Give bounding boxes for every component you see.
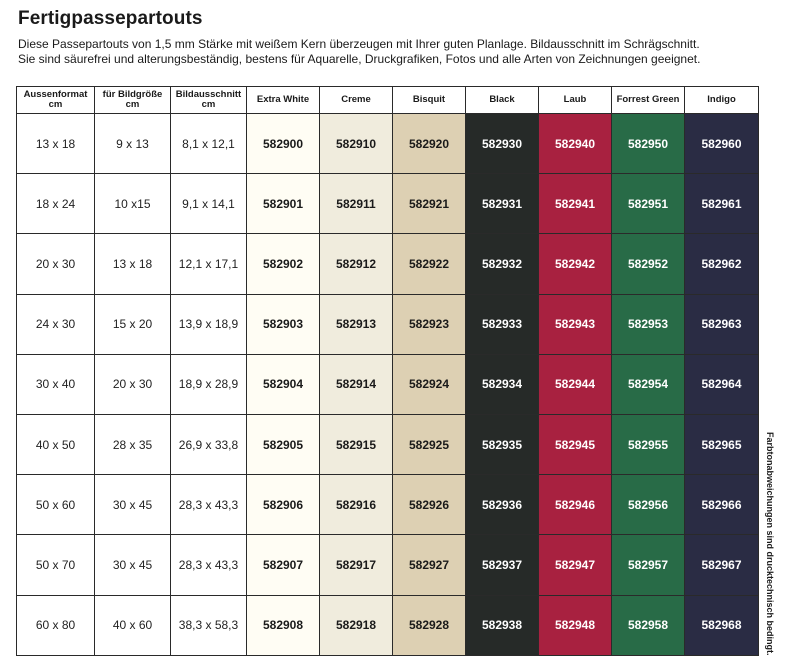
header-color-laub: Laub	[539, 87, 612, 114]
cell-article-number: 582950	[612, 114, 685, 174]
cell-article-number: 582922	[393, 234, 466, 294]
color-deviation-note: Farbtonabweichungen sind drucktechnisch bedingt.	[765, 432, 775, 656]
cell-article-number: 582947	[539, 535, 612, 595]
header-color-extra-white: Extra White	[247, 87, 320, 114]
table-row	[17, 414, 759, 474]
cell-article-number: 582903	[247, 294, 320, 354]
header-picture-label: für Bildgröße	[102, 89, 163, 100]
cell-cutout: 9,1 x 14,1	[171, 174, 247, 234]
cell-picture-size: 13 x 18	[95, 234, 171, 294]
cell-cutout: 28,3 x 43,3	[171, 535, 247, 595]
cell-outer-format: 60 x 80	[17, 595, 95, 655]
header-cutout-label: Bildausschnitt	[175, 89, 242, 100]
cell-outer-format: 50 x 60	[17, 475, 95, 535]
cell-outer-format: 50 x 70	[17, 535, 95, 595]
cell-article-number: 582914	[320, 354, 393, 414]
cell-article-number: 582943	[539, 294, 612, 354]
cell-cutout: 28,3 x 43,3	[171, 475, 247, 535]
cell-article-number: 582932	[466, 234, 539, 294]
cell-article-number: 582933	[466, 294, 539, 354]
cell-cutout: 18,9 x 28,9	[171, 354, 247, 414]
cell-outer-format: 18 x 24	[17, 174, 95, 234]
cell-article-number: 582962	[685, 234, 759, 294]
cell-article-number: 582930	[466, 114, 539, 174]
intro-line-2: Sie sind säurefrei und alterungsbeständig, bestens für Aquarelle, Druckgrafiken, Fotos und alle Arten von Zeichnungen geeignet.	[18, 52, 701, 66]
cell-article-number: 582967	[685, 535, 759, 595]
table-row	[17, 595, 759, 655]
cell-article-number: 582901	[247, 174, 320, 234]
cell-article-number: 582910	[320, 114, 393, 174]
cell-article-number: 582912	[320, 234, 393, 294]
cell-picture-size: 28 x 35	[95, 414, 171, 474]
header-picture-size	[95, 87, 171, 114]
cell-article-number: 582923	[393, 294, 466, 354]
cell-article-number: 582951	[612, 174, 685, 234]
cell-picture-size: 15 x 20	[95, 294, 171, 354]
cell-article-number: 582904	[247, 354, 320, 414]
header-cutout-unit: cm	[201, 99, 216, 110]
cell-cutout: 13,9 x 18,9	[171, 294, 247, 354]
cell-picture-size: 20 x 30	[95, 354, 171, 414]
cell-article-number: 582917	[320, 535, 393, 595]
cell-article-number: 582937	[466, 535, 539, 595]
cell-cutout: 8,1 x 12,1	[171, 114, 247, 174]
cell-article-number: 582965	[685, 414, 759, 474]
table-row	[17, 234, 759, 294]
cell-cutout: 12,1 x 17,1	[171, 234, 247, 294]
table-row	[17, 114, 759, 174]
table-row	[17, 475, 759, 535]
header-color-creme: Creme	[320, 87, 393, 114]
table-row	[17, 174, 759, 234]
cell-article-number: 582924	[393, 354, 466, 414]
table-row	[17, 354, 759, 414]
cell-article-number: 582928	[393, 595, 466, 655]
header-color-forrest-green: Forrest Green	[612, 87, 685, 114]
table-row	[17, 535, 759, 595]
cell-article-number: 582926	[393, 475, 466, 535]
cell-article-number: 582964	[685, 354, 759, 414]
cell-article-number: 582902	[247, 234, 320, 294]
table-row	[17, 294, 759, 354]
cell-article-number: 582931	[466, 174, 539, 234]
cell-article-number: 582961	[685, 174, 759, 234]
header-outer-unit: cm	[48, 99, 63, 110]
header-color-black: Black	[466, 87, 539, 114]
cell-cutout: 38,3 x 58,3	[171, 595, 247, 655]
cell-article-number: 582945	[539, 414, 612, 474]
cell-article-number: 582958	[612, 595, 685, 655]
cell-article-number: 582921	[393, 174, 466, 234]
cell-article-number: 582966	[685, 475, 759, 535]
cell-article-number: 582955	[612, 414, 685, 474]
cell-article-number: 582954	[612, 354, 685, 414]
cell-outer-format: 20 x 30	[17, 234, 95, 294]
cell-article-number: 582953	[612, 294, 685, 354]
cell-article-number: 582915	[320, 414, 393, 474]
passepartout-table	[16, 86, 759, 656]
cell-article-number: 582900	[247, 114, 320, 174]
cell-article-number: 582944	[539, 354, 612, 414]
cell-article-number: 582911	[320, 174, 393, 234]
cell-article-number: 582934	[466, 354, 539, 414]
cell-article-number: 582957	[612, 535, 685, 595]
cell-article-number: 582942	[539, 234, 612, 294]
cell-outer-format: 40 x 50	[17, 414, 95, 474]
cell-outer-format: 30 x 40	[17, 354, 95, 414]
cell-article-number: 582935	[466, 414, 539, 474]
cell-outer-format: 24 x 30	[17, 294, 95, 354]
cell-picture-size: 9 x 13	[95, 114, 171, 174]
cell-article-number: 582960	[685, 114, 759, 174]
cell-article-number: 582936	[466, 475, 539, 535]
cell-article-number: 582948	[539, 595, 612, 655]
cell-picture-size: 40 x 60	[95, 595, 171, 655]
cell-article-number: 582952	[612, 234, 685, 294]
cell-article-number: 582908	[247, 595, 320, 655]
header-row	[17, 87, 759, 114]
cell-article-number: 582907	[247, 535, 320, 595]
cell-article-number: 582956	[612, 475, 685, 535]
header-color-bisquit: Bisquit	[393, 87, 466, 114]
intro-text	[18, 37, 778, 67]
header-outer-label: Aussenformat	[23, 89, 88, 100]
cell-picture-size: 10 x15	[95, 174, 171, 234]
cell-article-number: 582968	[685, 595, 759, 655]
cell-article-number: 582906	[247, 475, 320, 535]
header-color-indigo: Indigo	[685, 87, 759, 114]
cell-article-number: 582963	[685, 294, 759, 354]
cell-article-number: 582941	[539, 174, 612, 234]
header-cutout	[171, 87, 247, 114]
cell-cutout: 26,9 x 33,8	[171, 414, 247, 474]
cell-article-number: 582940	[539, 114, 612, 174]
cell-article-number: 582946	[539, 475, 612, 535]
cell-picture-size: 30 x 45	[95, 535, 171, 595]
cell-article-number: 582913	[320, 294, 393, 354]
cell-article-number: 582927	[393, 535, 466, 595]
cell-article-number: 582938	[466, 595, 539, 655]
cell-picture-size: 30 x 45	[95, 475, 171, 535]
cell-article-number: 582920	[393, 114, 466, 174]
intro-line-1: Diese Passepartouts von 1,5 mm Stärke mit weißem Kern überzeugen mit Ihrer guten Planlage. Bildausschnitt im Schrägschnitt.	[18, 37, 700, 51]
cell-article-number: 582925	[393, 414, 466, 474]
cell-article-number: 582916	[320, 475, 393, 535]
page-title: Fertigpassepartouts	[18, 8, 203, 29]
header-outer-format	[17, 87, 95, 114]
header-picture-unit: cm	[125, 99, 140, 110]
cell-article-number: 582918	[320, 595, 393, 655]
cell-article-number: 582905	[247, 414, 320, 474]
cell-outer-format: 13 x 18	[17, 114, 95, 174]
